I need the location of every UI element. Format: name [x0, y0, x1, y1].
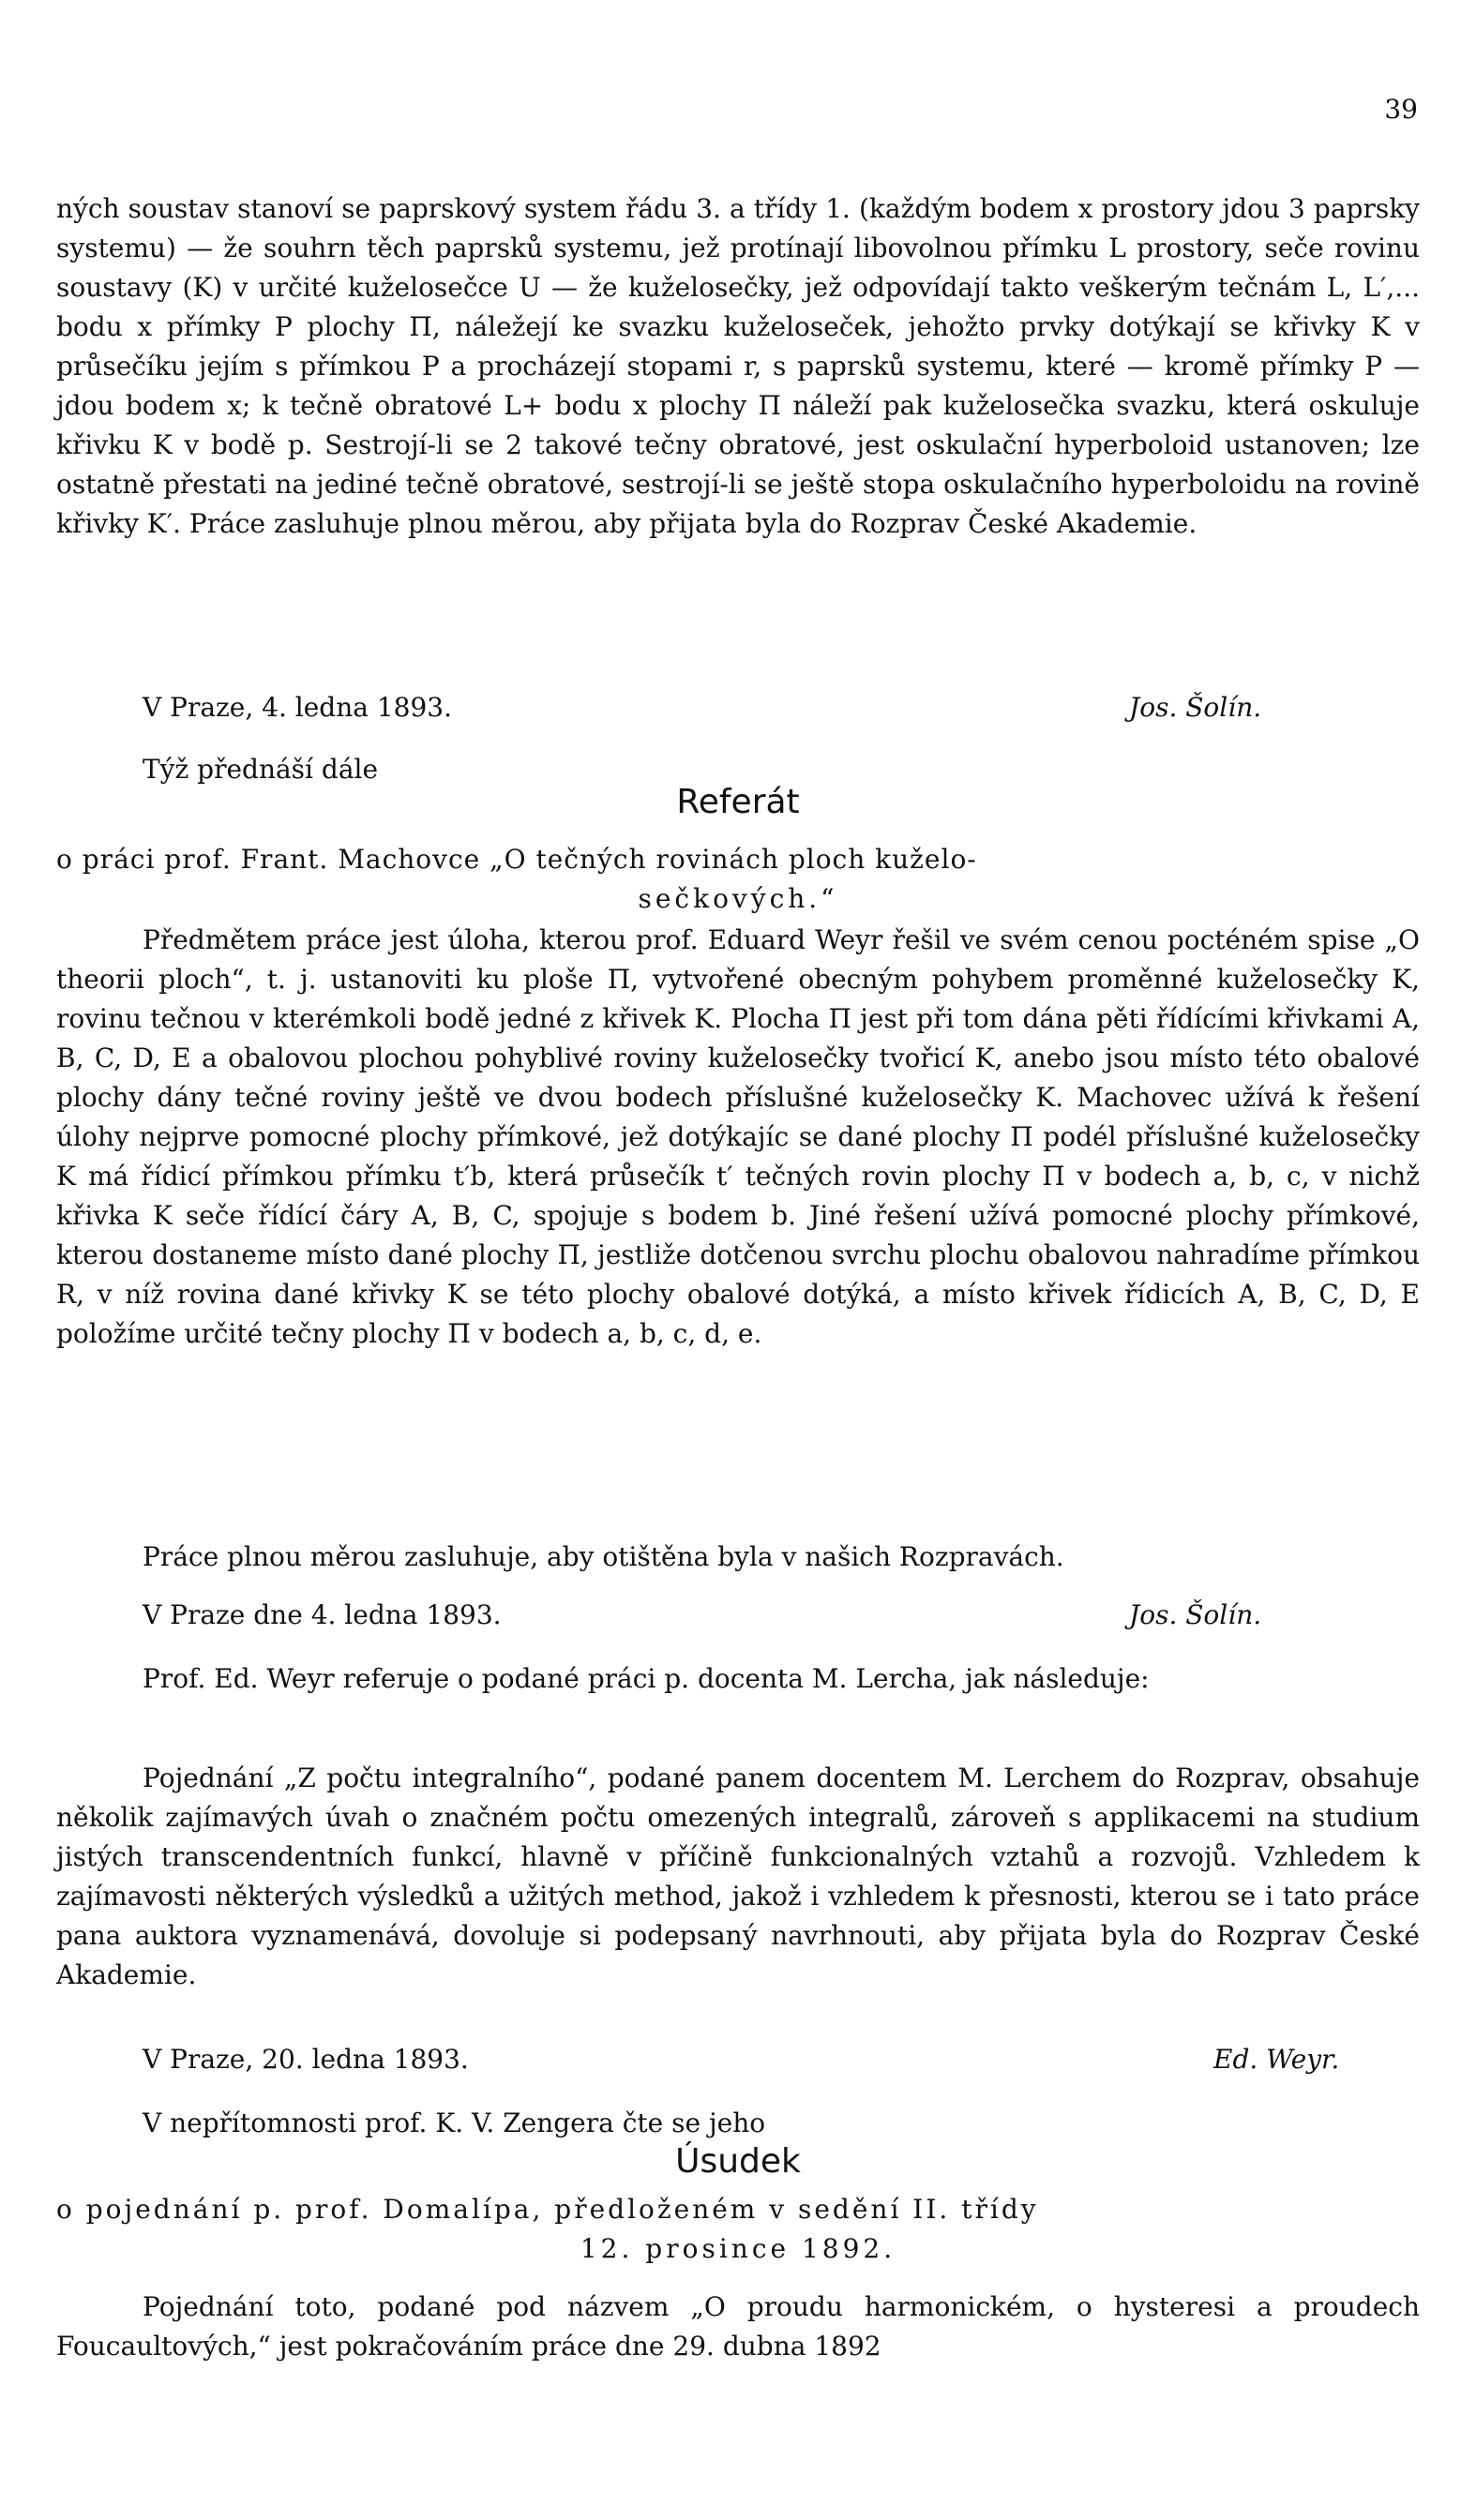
referat-subtitle-line: o práci prof. Frant. Machovce „O tečných rovinách ploch kuželo-	[56, 844, 977, 875]
signature-place-date: V Praze, 4. ledna 1893.	[143, 692, 453, 723]
usudek-subtitle-line: o pojednání p. prof. Domalípa, předloženém v sedění II. třídy	[56, 2194, 1039, 2225]
signature-place-date: V Praze dne 4. ledna 1893.	[143, 1599, 502, 1630]
intro-text-zenger: V nepřítomnosti prof. K. V. Zengera čte se jeho	[143, 2108, 766, 2138]
page-number: 39	[1384, 94, 1418, 125]
paragraph-weyr-intro: Prof. Ed. Weyr referuje o podané práci p. docenta M. Lercha, jak následuje:	[143, 1663, 1150, 1694]
signature-place-date: V Praze, 20. ledna 1893.	[143, 2044, 469, 2075]
paragraph-machovec: Předmětem práce jest úloha, kterou prof. Eduard Weyr řešil ve svém cenou pocténém spise „O theorii ploch“, t. j. ustanoviti ku ploše Π, vytvořené obecným pohybem proměnné kuželosečky K, rovinu tečnou v kterémkoli bodě jedné z křivek K. Plocha Π jest při tom dána pěti řídícími křivkami A, B, C, D, E a obalovou plochou pohyblivé roviny kuželosečky tvořicí K, anebo jsou místo této obalové plochy dány tečné roviny ještě ve dvou bodech příslušné kuželosečky K. Machovec užívá k řešení úlohy nejprve pomocné plochy přímkové, jež dotýkajíc se dané plochy Π podél příslušné kuželosečky K má řídicí přímkou přímku t′b, která průsečík t′ tečných rovin plochy Π v bodech a, b, c, v nichž křivka K seče řídící čáry A, B, C, spojuje s bodem b. Jiné řešení užívá pomocné plochy přímkové, kterou dostaneme místo dané plochy Π, jestliže dotčenou svrchu plochu obalovou nahradíme přímkou R, v níž rovina dané křivky K se této plochy obalové dotýká, a místo křivek řídicích A, B, C, D, E položíme určité tečny plochy Π v bodech a, b, c, d, e.	[56, 924, 1420, 1349]
usudek-subtitle-line-2: 12. prosince 1892.	[580, 2233, 896, 2264]
section-heading-referat: Referát	[676, 783, 800, 821]
referat-subtitle-line-2: sečkových.“	[638, 883, 838, 914]
signature-name: Ed. Weyr.	[1213, 2044, 1340, 2075]
paragraph-domalip: Pojednání toto, podané pod názvem „O proudu harmonickém, o hysteresi a proudech Foucaultových,“ jest pokračováním práce dne 29. dubna 1892	[56, 2291, 1420, 2362]
paragraph-recommendation: Práce plnou měrou zasluhuje, aby otištěna byla v našich Rozpravách.	[143, 1541, 1064, 1572]
signature-name: Jos. Šolín.	[1129, 1599, 1262, 1630]
signature-name: Jos. Šolín.	[1129, 692, 1262, 723]
intro-text: Týž přednáší dále	[143, 754, 379, 785]
paragraph-continuation: ných soustav stanoví se paprskový system řádu 3. a třídy 1. (každým bodem x prostory jdou 3 paprsky systemu) — že souhrn těch paprsků systemu, jež protínají libovolnou přímku L prostory, seče rovinu soustavy (K) v určité kuželosečce U — že kuželosečky, jež odpovídají takto veškerým tečnám L, L′,... bodu x přímky P plochy Π, náležejí ke svazku kuželoseček, jehožto prvky dotýkají se křivky K v průsečíku jejím s přímkou P a procházejí stopami r, s paprsků systemu, které — kromě přímky P — jdou bodem x; k tečně obratové L+ bodu x plochy Π náleží pak kuželosečka svazku, která oskuluje křivku K v bodě p. Sestrojí-li se 2 takové tečny obratové, jest oskulační hyperboloid ustanoven; lze ostatně přestati na jediné tečně obratové, sestrojí-li se ještě stopa oskulačního hyperboloidu na rovině křivky K′. Práce zasluhuje plnou měrou, aby přijata byla do Rozprav České Akademie.	[56, 193, 1420, 539]
paragraph-lerch: Pojednání „Z počtu integralního“, podané panem docentem M. Lerchem do Rozprav, obsahuje několik zajímavých úvah o značném počtu omezených integralů, zároveň s applikacemi na studium jistých transcendentních funkcí, hlavně v příčině funkcionalných vztahů a rozvojů. Vzhledem k zajímavosti některých výsledků a užitých method, jakož i vzhledem k přesnosti, kterou se i tato práce pana auktora vyznamenává, dovoluje si podepsaný navrhnouti, aby přijata byla do Rozprav České Akademie.	[56, 1762, 1420, 1990]
section-heading-usudek: Úsudek	[675, 2142, 801, 2181]
